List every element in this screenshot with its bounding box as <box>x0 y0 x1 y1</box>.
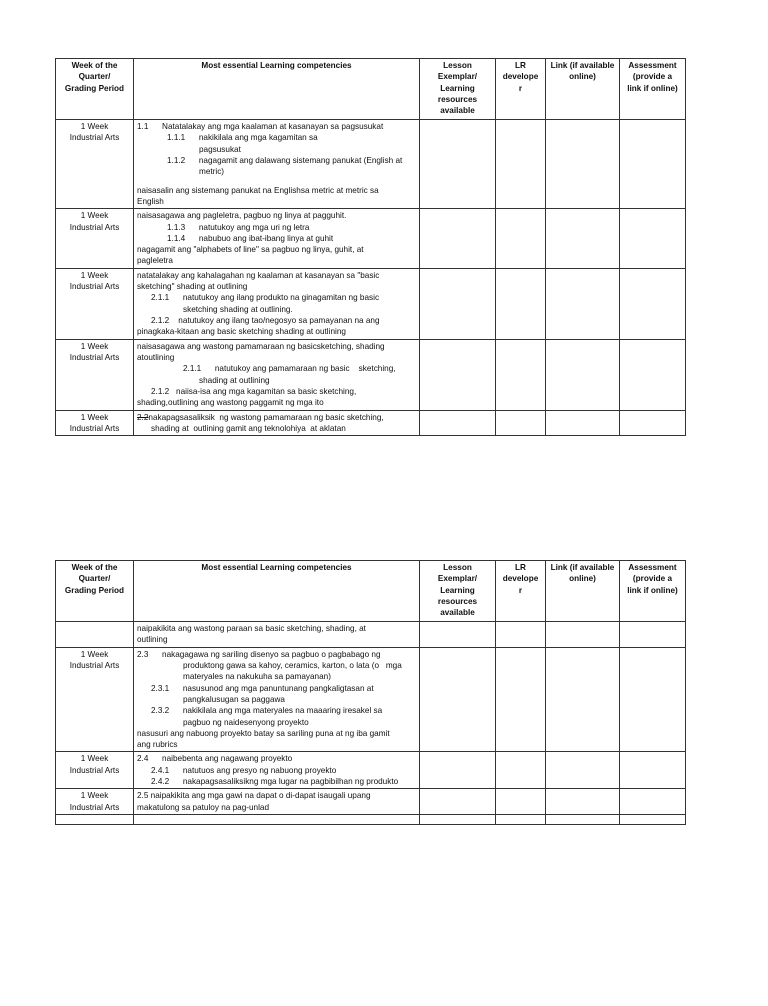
week-line: Industrial Arts <box>69 765 120 775</box>
assessment-header <box>620 59 686 120</box>
header-line: Lesson <box>443 563 472 572</box>
empty-cell <box>496 815 546 825</box>
empty-cell <box>546 622 620 648</box>
week-header <box>56 59 134 120</box>
header-line: link if online) <box>627 585 678 595</box>
week-line: 1 Week <box>80 270 109 280</box>
competency-line: 1.1.2 nagagamit ang dalawang sistemang panukat (English at <box>167 155 403 165</box>
lesson-exemplar-header <box>420 561 496 622</box>
week-header <box>56 561 134 622</box>
competency-cell <box>134 339 420 410</box>
competency-cell <box>134 789 420 815</box>
table-row <box>56 622 686 648</box>
competency-line: pinagkaka-kitaan ang basic sketching shading at outlining <box>137 327 346 337</box>
week-cell <box>56 120 134 209</box>
week-cell <box>56 339 134 410</box>
competency-cell <box>134 647 420 752</box>
competency-line: 1.1.4 nabubuo ang ibat-ibang linya at guhit <box>167 233 334 243</box>
header-line: available <box>440 106 475 116</box>
header-line: (provide a <box>632 574 673 584</box>
empty-cell <box>420 339 496 410</box>
empty-cell <box>420 120 496 209</box>
week-cell <box>56 209 134 269</box>
empty-cell <box>496 410 546 436</box>
header-line: Most essential Learning competencies <box>201 563 352 572</box>
competency-line: natatalakay ang kahalagahan ng kaalaman at kasanayan sa "basic <box>137 270 380 280</box>
competency-table-2 <box>55 560 686 825</box>
header-line: resources <box>437 94 478 104</box>
empty-cell <box>496 622 546 648</box>
header-line: (provide a <box>632 72 673 82</box>
empty-cell <box>546 339 620 410</box>
empty-cell <box>546 268 620 339</box>
empty-cell <box>546 647 620 752</box>
header-line: Learning <box>440 83 475 93</box>
empty-cell <box>620 789 686 815</box>
assessment-header <box>620 561 686 622</box>
header-line: Exemplar/ <box>437 574 478 584</box>
header-line: Learning <box>440 585 475 595</box>
competency-line: ang rubrics <box>137 740 178 750</box>
empty-cell <box>620 410 686 436</box>
table-row <box>56 339 686 410</box>
header-line: online) <box>569 72 596 82</box>
link-header <box>546 59 620 120</box>
competency-line: 1.1 Natatalakay ang mga kaalaman at kasanayan sa pagsusukat <box>137 122 384 131</box>
competency-line: English <box>137 196 164 206</box>
competency-line: 2.5 naipakikita ang mga gawi na dapat o di-dapat isaugali upang <box>137 791 371 801</box>
header-line: r <box>518 585 523 595</box>
competency-line: naisasalin ang sistemang panukat na Englishsa metric at metric sa <box>137 185 379 195</box>
empty-cell <box>546 752 620 789</box>
header-line: Lesson <box>443 61 472 70</box>
table-row <box>56 752 686 789</box>
competency-line: 2.1.2 naiisa-isa ang mga kagamitan sa basic sketching, <box>151 386 357 396</box>
header-line: Quarter/ <box>78 574 111 584</box>
empty-cell <box>620 209 686 269</box>
header-line: Grading Period <box>64 83 125 93</box>
table-row <box>56 209 686 269</box>
competency-table-1 <box>55 58 686 436</box>
empty-cell <box>496 209 546 269</box>
empty-cell <box>620 752 686 789</box>
competency-line: 2.1.2 natutukoy ang ilang tao/negosyo sa pamayanan na ang <box>151 316 380 325</box>
competency-line: pagsusukat <box>199 144 241 154</box>
empty-cell <box>134 815 420 825</box>
empty-cell <box>496 789 546 815</box>
empty-cell <box>546 120 620 209</box>
link-header <box>546 561 620 622</box>
empty-cell <box>546 410 620 436</box>
table-row <box>56 120 686 209</box>
header-line: Assessment <box>628 61 677 70</box>
competency-cell <box>134 209 420 269</box>
header-line: Exemplar/ <box>437 72 478 82</box>
week-cell <box>56 647 134 752</box>
table-row <box>56 789 686 815</box>
competency-line: shading at outlining <box>199 375 270 385</box>
competency-line: 2.4 naibebenta ang nagawang proyekto <box>137 754 293 764</box>
competency-line: naipakikita ang wastong paraan sa basic sketching, shading, at <box>137 624 366 633</box>
competency-line: makatulong sa patuloy na pag-unlad <box>137 802 270 812</box>
header-line: LR <box>515 563 526 572</box>
empty-cell <box>546 815 620 825</box>
competency-line: 2.1.1 natutukoy ang ilang produkto na ginagamitan ng basic <box>151 293 380 303</box>
table-row <box>56 815 686 825</box>
empty-cell <box>420 209 496 269</box>
lesson-exemplar-header <box>420 59 496 120</box>
table-header-row <box>56 561 686 622</box>
header-line: r <box>518 83 523 93</box>
strikethrough-number: 2.2 <box>137 412 149 422</box>
header-line: online) <box>569 574 596 584</box>
empty-cell <box>496 339 546 410</box>
table-row <box>56 410 686 436</box>
lr-developer-header <box>496 561 546 622</box>
empty-cell <box>420 815 496 825</box>
empty-cell <box>420 410 496 436</box>
competency-line: 1.1.3 natutukoy ang mga uri ng letra <box>167 222 310 232</box>
empty-cell <box>620 622 686 648</box>
header-line: Assessment <box>628 563 677 572</box>
week-line: Industrial Arts <box>69 133 120 143</box>
empty-cell <box>620 647 686 752</box>
competency-line: pagleletra <box>137 256 173 266</box>
competency-line: nakapagsasaliksik ng wastong pamamaraan ng basic sketching, <box>148 412 384 422</box>
week-line: 1 Week <box>80 791 109 801</box>
competency-line: sketching" shading at outlining <box>137 282 248 292</box>
competency-line: 1.1.1 nakikilala ang mga kagamitan sa <box>167 133 318 143</box>
competency-line: materyales na nakukuha sa pamayanan) <box>183 672 331 682</box>
header-line: Most essential Learning competencies <box>201 61 352 70</box>
empty-cell <box>620 815 686 825</box>
competency-line: 2.4.1 natutuos ang presyo ng nabuong proyekto <box>151 765 337 775</box>
competency-cell <box>134 752 420 789</box>
competency-line: naisasagawa ang pagleletra, pagbuo ng linya at pagguhit. <box>137 211 347 221</box>
competency-line: shading,outlining ang wastong paggamit ng mga ito <box>137 398 324 408</box>
header-line: develope <box>502 574 539 584</box>
competency-cell <box>134 410 420 436</box>
competency-line: produktong gawa sa kahoy, ceramics, karton, o lata (o mga <box>183 660 402 670</box>
empty-cell <box>496 120 546 209</box>
week-line: 1 Week <box>80 754 109 764</box>
competency-line: shading at outlining gamit ang teknolohiya at aklatan <box>151 423 346 433</box>
competency-line: sketching shading at outlining. <box>183 304 293 314</box>
competency-line: pagbuo ng naidesenyong proyekto <box>183 717 309 727</box>
competency-line: nagagamit ang "alphabets of line" sa pagbuo ng linya, guhit, at <box>137 245 364 255</box>
competency-cell <box>134 120 420 209</box>
competency-line: nasusuri ang nabuong proyekto batay sa sariling puna at ng iba gamit <box>137 728 390 738</box>
competency-line: 2.3.2 nakikilala ang mga materyales na maaaring iresakel sa <box>151 706 383 716</box>
empty-cell <box>420 789 496 815</box>
week-cell <box>56 268 134 339</box>
competency-line: 2.1.1 natutukoy ang pamamaraan ng basic sketching, <box>183 364 396 374</box>
week-cell <box>56 752 134 789</box>
week-line: 1 Week <box>80 211 109 221</box>
header-line: Link (if available <box>550 563 615 572</box>
week-line: Industrial Arts <box>69 222 120 232</box>
week-line: 1 Week <box>80 341 109 351</box>
week-line: Industrial Arts <box>69 660 120 670</box>
lr-developer-header <box>496 59 546 120</box>
empty-cell <box>420 622 496 648</box>
competency-line: 2.3.1 nasusunod ang mga panuntunang pangkaligtasan at <box>151 683 374 693</box>
week-line: 1 Week <box>80 122 109 131</box>
competency-line: pangkalusugan sa paggawa <box>183 694 285 704</box>
competency-line: 2.4.2 nakapagsasaliksikng mga lugar na pagbibilhan ng produkto <box>151 777 399 787</box>
header-line: Quarter/ <box>78 72 111 82</box>
competencies-header <box>134 561 420 622</box>
header-line: LR <box>515 61 526 70</box>
empty-cell <box>496 752 546 789</box>
week-cell <box>56 410 134 436</box>
header-line: Link (if available <box>550 61 615 70</box>
competency-line: 2.3 nakagagawa ng sariling disenyo sa pagbuo o pagbabago ng <box>137 649 381 659</box>
week-line: Industrial Arts <box>69 282 120 292</box>
week-line: Industrial Arts <box>69 423 120 433</box>
empty-cell <box>546 789 620 815</box>
empty-cell <box>620 268 686 339</box>
competency-line: metric) <box>199 167 225 177</box>
empty-cell <box>420 647 496 752</box>
empty-cell <box>420 268 496 339</box>
header-line: Week of the <box>71 61 118 70</box>
competency-line: atoutlining <box>137 352 175 362</box>
week-cell <box>56 789 134 815</box>
header-line: develope <box>502 72 539 82</box>
week-line: 1 Week <box>80 412 109 422</box>
table-row <box>56 647 686 752</box>
empty-cell <box>56 815 134 825</box>
header-line: available <box>440 608 475 618</box>
header-line: link if online) <box>627 83 678 93</box>
empty-cell <box>420 752 496 789</box>
table-header-row <box>56 59 686 120</box>
competency-cell <box>134 622 420 648</box>
week-line: Industrial Arts <box>69 802 120 812</box>
competency-line: outlining <box>137 635 168 645</box>
empty-cell <box>496 647 546 752</box>
empty-cell <box>546 209 620 269</box>
header-line: Week of the <box>71 563 118 572</box>
competency-cell <box>134 268 420 339</box>
empty-cell <box>56 622 134 648</box>
empty-cell <box>620 339 686 410</box>
week-line: 1 Week <box>80 649 109 659</box>
week-line: Industrial Arts <box>69 352 120 362</box>
table-row <box>56 268 686 339</box>
empty-cell <box>496 268 546 339</box>
competencies-header <box>134 59 420 120</box>
competency-line: naisasagawa ang wastong pamamaraan ng basicsketching, shading <box>137 341 385 351</box>
header-line: resources <box>437 596 478 606</box>
header-line: Grading Period <box>64 585 125 595</box>
empty-cell <box>620 120 686 209</box>
